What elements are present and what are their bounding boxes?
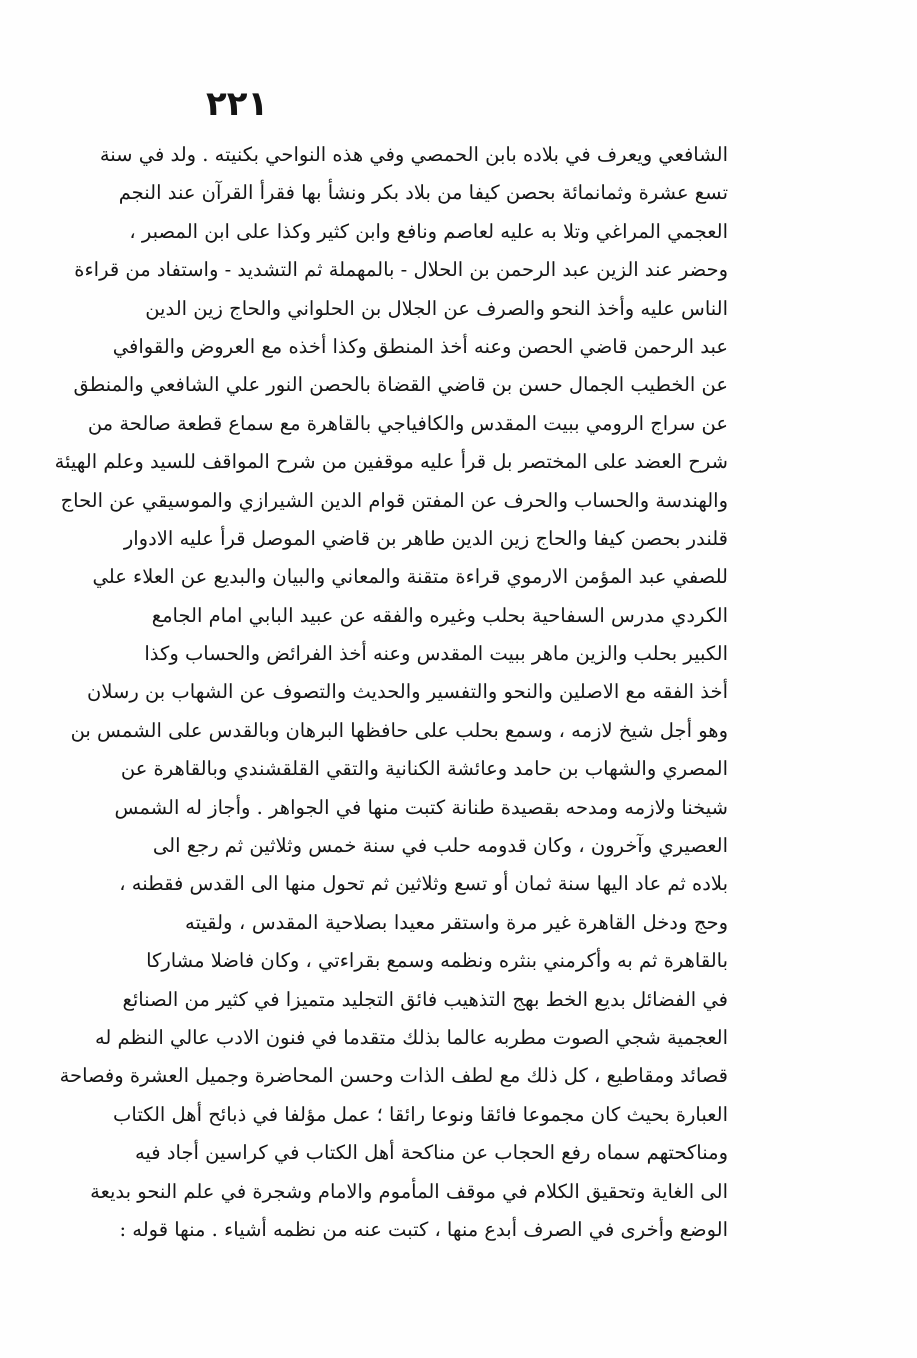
text-line: العجمي المراغي وتلا به عليه لعاصم ونافع وابن كثير وكذا على ابن المصبر ، [129,219,728,243]
text-line: العبارة بحيث كان مجموعا فائقا ونوعا رائقا ؛ عمل مؤلفا في ذبائح أهل الكتاب [113,1102,728,1126]
text-line: تسع عشرة وثمانمائة بحصن كيفا من بلاد بكر ونشأ بها فقرأ القرآن عند النجم [118,181,728,205]
text-line: بلاده ثم عاد اليها سنة ثمان أو تسع وثلاثين ثم تحول منها الى القدس فقطنه ، [119,872,728,896]
text-line: للصفي عبد المؤمن الارموي قراءة متقنة والمعاني والبيان والبديع عن العلاء علي [92,565,728,589]
text-line: بالقاهرة ثم به وأكرمني بنثره ونظمه وسمع بقراءتي ، وكان فاضلا مشاركا [146,949,728,973]
text-line: وحضر عند الزين عبد الرحمن بن الحلال - بالمهملة ثم التشديد - واستفاد من قراءة [74,258,728,282]
text-line: الكردي مدرس السفاحية بحلب وغيره والفقه عن عبيد البابي امام الجامع [151,603,728,627]
text-line: المصري والشهاب بن حامد وعائشة الكنانية والتقي القلقشندي وبالقاهرة عن [120,757,728,781]
text-line: أخذ الفقه مع الاصلين والنحو والتفسير والحديث والتصوف عن الشهاب بن رسلان [87,680,728,704]
text-line: وحج ودخل القاهرة غير مرة واستقر معيدا بصلاحية المقدس ، ولقيته [185,910,728,934]
text-line: قصائد ومقاطيع ، كل ذلك مع لطف الذات وحسن المحاضرة وجميل العشرة وفصاحة [59,1064,728,1088]
text-line: الوضع وأخرى في الصرف أبدع منها ، كتبت عنه من نظمه أشياء . منها قوله : [119,1217,728,1241]
text-line: ومناكحتهم سماه رفع الحجاب عن مناكحة أهل الكتاب في كراسين أجاد فيه [134,1141,728,1165]
text-line: وهو أجل شيخ لازمه ، وسمع بحلب على حافظها البرهان وبالقدس على الشمس بن [70,718,728,742]
text-line: الناس عليه وأخذ النحو والصرف عن الجلال بن الحلواني والحاج زين الدين [145,296,728,320]
text-line: عن الخطيب الجمال حسن بن قاضي القضاة بالحصن النور علي الشافعي والمنطق [73,373,728,397]
text-line: في الفضائل بديع الخط بهج التذهيب فائق التجليد متميزا في كثير من الصنائع [122,987,728,1011]
text-line: العصيري وآخرون ، وكان قدومه حلب في سنة خمس وثلاثين ثم رجع الى [152,834,728,858]
text-line: العجمية شجي الصوت مطربه عالما بذلك متقدما في فنون الادب عالي النظم له [94,1025,728,1049]
body-text [54,136,728,1249]
text-line: شرح العضد على المختصر بل قرأ عليه موقفين من شرح المواقف للسيد وعلم الهيئة [54,450,728,474]
text-line: شيخنا ولازمه ومدحه بقصيدة طنانة كتبت منها في الجواهر . وأجاز له الشمس [114,795,728,819]
page-number: ٢٢١ [206,84,269,124]
text-line: الكبير بحلب والزين ماهر ببيت المقدس وعنه أخذ الفرائض والحساب وكذا [144,642,728,666]
text-line: الشافعي ويعرف في بلاده بابن الحمصي وفي هذه النواحي بكنيته . ولد في سنة [99,143,728,166]
text-line: عبد الرحمن قاضي الحصن وعنه أخذ المنطق وكذا أخذه مع العروض والقوافي [112,334,728,358]
text-line: الى الغاية وتحقيق الكلام في موقف المأموم والامام وشجرة في علم النحو بديعة [90,1179,728,1203]
text-line: قلندر بحصن كيفا والحاج زين الدين طاهر بن قاضي الموصل قرأ عليه الادوار [123,526,728,550]
text-line: والهندسة والحساب والحرف عن المفتن قوام الدين الشيرازي والموسيقي عن الحاج [60,488,728,512]
text-line: عن سراج الرومي ببيت المقدس والكافياجي بالقاهرة مع سماع قطعة صالحة من [87,411,728,435]
